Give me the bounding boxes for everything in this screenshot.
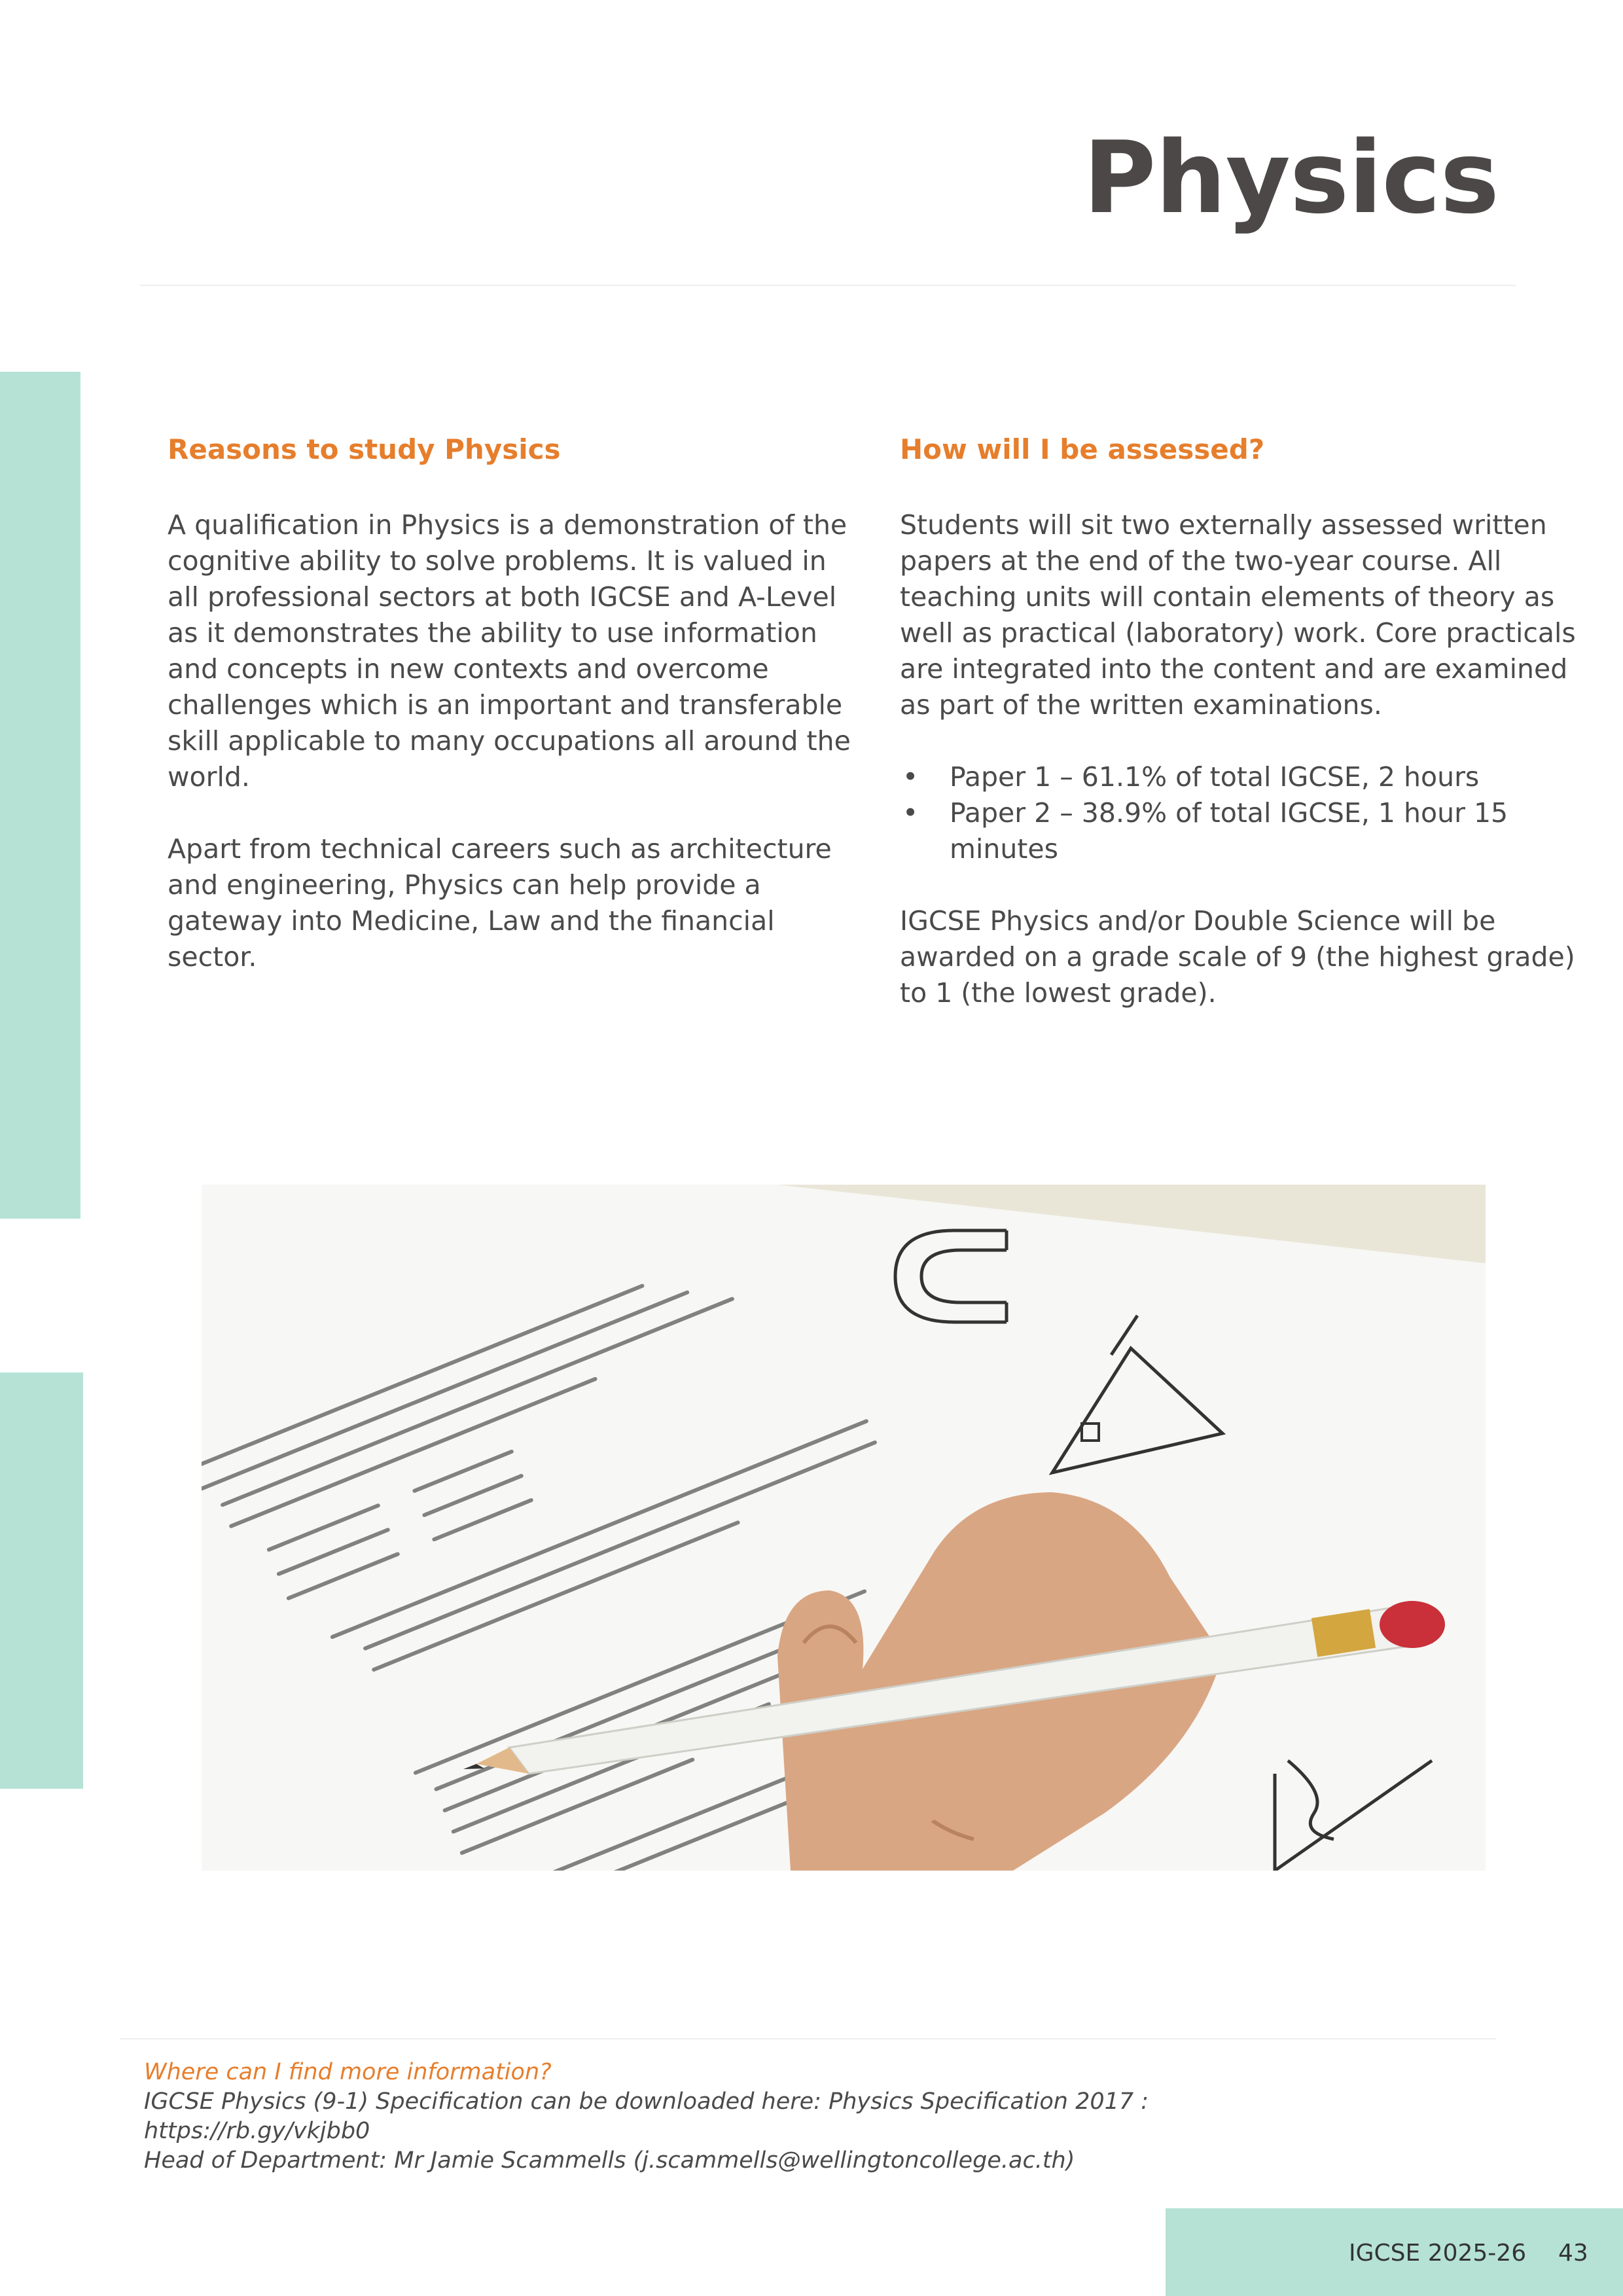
- reasons-paragraph: Apart from technical careers such as architecture and engineering, Physics can help provide a gateway into Medicine, Law and the financial sector.: [168, 833, 832, 973]
- paper-1-text: Paper 1 – 61.1% of total IGCSE, 2 hours: [950, 761, 1480, 793]
- assessment-intro: Students will sit two externally assessed written papers at the end of the two-year course. All teaching units will contain elements of theory as well as practical (laboratory) work. Core practicals are integrated into the content and are examined as part of the written examinations.: [900, 509, 1576, 721]
- head-of-department-contact: Head of Department: Mr Jamie Scammells (j.scammells@wellingtoncollege.ac.th): [144, 2147, 1075, 2174]
- bullet-icon: •: [902, 797, 919, 829]
- spec-link[interactable]: https://rb.gy/vkjbb0: [144, 2118, 370, 2144]
- paper-list: [900, 759, 1580, 867]
- more-info-block: [144, 2058, 1453, 2176]
- footer-label: IGCSE 2025-26: [1349, 2240, 1527, 2267]
- assessment-section: [900, 432, 1580, 1047]
- title-divider: [140, 285, 1516, 286]
- side-accent-bar-bottom: [0, 1372, 83, 1789]
- spec-download-text: IGCSE Physics (9-1) Specification can be downloaded here: Physics Specification 2017 :: [144, 2089, 1149, 2115]
- page-number: 43: [1558, 2240, 1588, 2267]
- info-divider: [120, 2038, 1496, 2039]
- reasons-section: [168, 432, 861, 1011]
- grading-paragraph: IGCSE Physics and/or Double Science will be awarded on a grade scale of 9 (the highest grade) to 1 (the lowest grade).: [900, 905, 1575, 1009]
- side-accent-bar-top: [0, 372, 80, 1219]
- paper-2-text: Paper 2 – 38.9% of total IGCSE, 1 hour 15 minutes: [950, 797, 1508, 865]
- list-item: [900, 795, 1580, 867]
- bullet-icon: •: [902, 761, 919, 793]
- exam-paper-illustration: [202, 1185, 1486, 1871]
- assessment-heading: How will I be assessed?: [900, 433, 1265, 465]
- page-title: Physics: [1083, 120, 1499, 236]
- reasons-heading: Reasons to study Physics: [168, 433, 561, 465]
- footer-band: [1166, 2208, 1623, 2296]
- info-heading: Where can I find more information?: [144, 2059, 552, 2085]
- reasons-paragraph: A qualification in Physics is a demonstration of the cognitive ability to solve problems. It is valued in all professional sectors at both IGCSE and A-Level as it demonstrates the ability to use information and concepts in new contexts and overcome challenges which is an important and transferable skill applicable to many occupations all around the world.: [168, 509, 851, 793]
- list-item: [900, 759, 1580, 795]
- exam-paper-photo: [202, 1185, 1486, 1871]
